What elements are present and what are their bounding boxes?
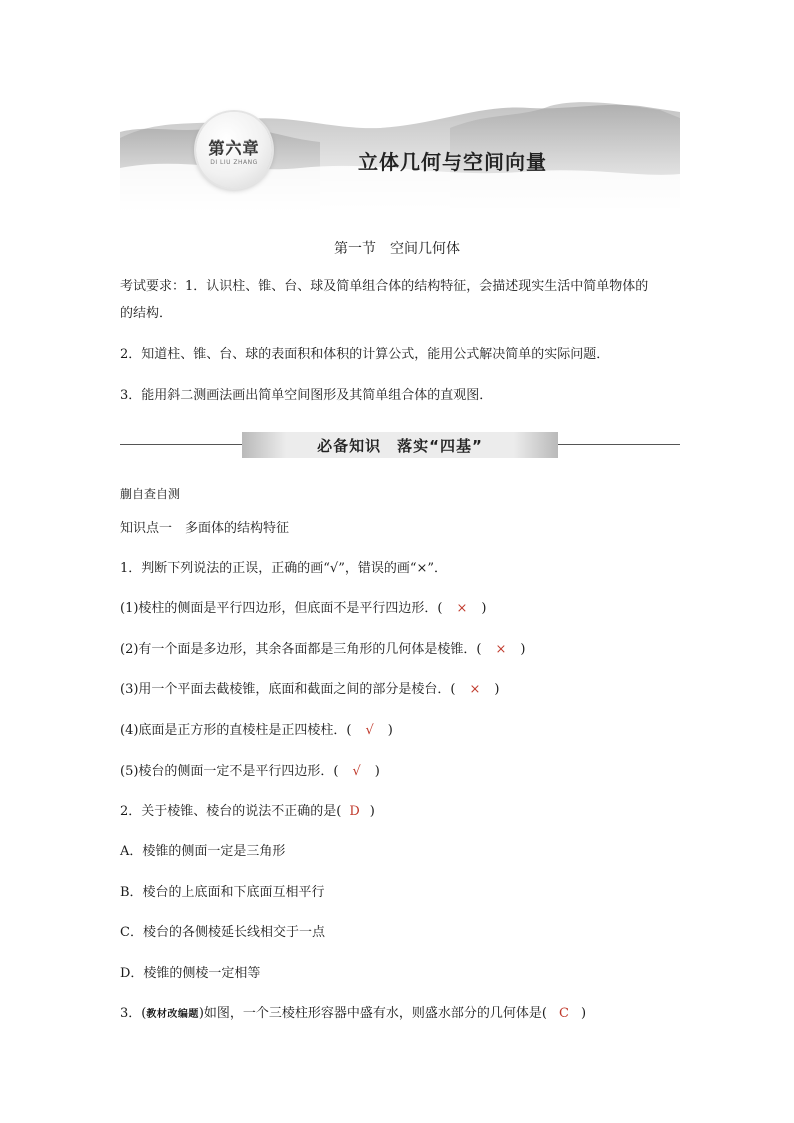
close-paren: ) (520, 642, 526, 657)
q3-stem-text: )如图，一个三棱柱形容器中盛有水，则盛水部分的几何体是( (198, 1006, 547, 1021)
stem-text: 2．关于棱锥、棱台的说法不正确的是( (120, 804, 342, 819)
question-1-item (120, 599, 486, 619)
chapter-badge (196, 112, 272, 188)
answer-mark: √ (352, 764, 361, 779)
close-paren: ) (369, 804, 375, 819)
chapter-badge-text: 第六章 (208, 139, 260, 158)
divider-line-right (550, 444, 680, 445)
option-d: D．棱锥的侧棱一定相等 (120, 966, 261, 981)
item-text: (2)有一个面是多边形，其余各面都是三角形的几何体是棱锥．( (120, 642, 482, 657)
item-text: (1)棱柱的侧面是平行四边形，但底面不是平行四边形．( (120, 601, 443, 616)
answer-letter: C (559, 1006, 569, 1021)
question-1-item (120, 762, 380, 782)
close-paren: ) (374, 764, 380, 779)
question-1-item (120, 680, 499, 700)
q3-source-tag: 教材改编题 (146, 1009, 199, 1020)
divider-line-left (120, 444, 250, 445)
self-check-heading: 蒯自查自测 (120, 487, 181, 501)
section-divider (120, 432, 680, 458)
knowledge-point-heading: 知识点一 多面体的结构特征 (120, 521, 290, 536)
question-1-stem: 1．判断下列说法的正误，正确的画“√”，错误的画“×”． (120, 561, 448, 576)
section-title: 第一节 空间几何体 (334, 241, 460, 257)
answer-mark: × (456, 601, 468, 616)
close-paren: ) (481, 601, 487, 616)
item-text: (3)用一个平面去截棱锥，底面和截面之间的部分是棱台．( (120, 682, 456, 697)
question-3-stem (120, 1004, 586, 1025)
requirements-line-1: 考试要求：1．认识柱、锥、台、球及简单组合体的结构特征，会描述现实生活中简单物体的 (120, 279, 649, 294)
close-paren: ) (494, 682, 500, 697)
answer-mark: × (495, 642, 507, 657)
question-2-stem (120, 802, 375, 822)
requirements-line-2: 2．知道柱、锥、台、球的表面积和体积的计算公式，能用公式解决简单的实际问题． (120, 347, 610, 362)
requirements-line-1-continued: 的结构． (120, 306, 173, 321)
q3-prefix: 3．( (120, 1006, 147, 1021)
answer-mark: × (469, 682, 481, 697)
chapter-banner (120, 98, 680, 216)
option-a: A．棱锥的侧面一定是三角形 (120, 844, 286, 859)
item-text: (5)棱台的侧面一定不是平行四边形．( (120, 764, 339, 779)
divider-band (242, 432, 558, 458)
chapter-title: 立体几何与空间向量 (358, 150, 547, 174)
divider-label: 必备知识 落实“四基” (317, 437, 483, 455)
close-paren: ) (387, 723, 393, 738)
option-c: C．棱台的各侧棱延长线相交于一点 (120, 925, 325, 940)
chapter-badge-pinyin: DI LIU ZHANG (210, 159, 258, 166)
answer-letter: D (349, 804, 360, 819)
question-1-item (120, 640, 525, 660)
answer-mark: √ (365, 723, 374, 738)
requirements-line-3: 3．能用斜二测画法画出简单空间图形及其简单组合体的直观图． (120, 388, 493, 403)
item-text: (4)底面是正方形的直棱柱是正四棱柱．( (120, 723, 352, 738)
option-b: B．棱台的上底面和下底面互相平行 (120, 885, 325, 900)
close-paren: ) (580, 1006, 587, 1021)
question-1-item (120, 721, 393, 741)
